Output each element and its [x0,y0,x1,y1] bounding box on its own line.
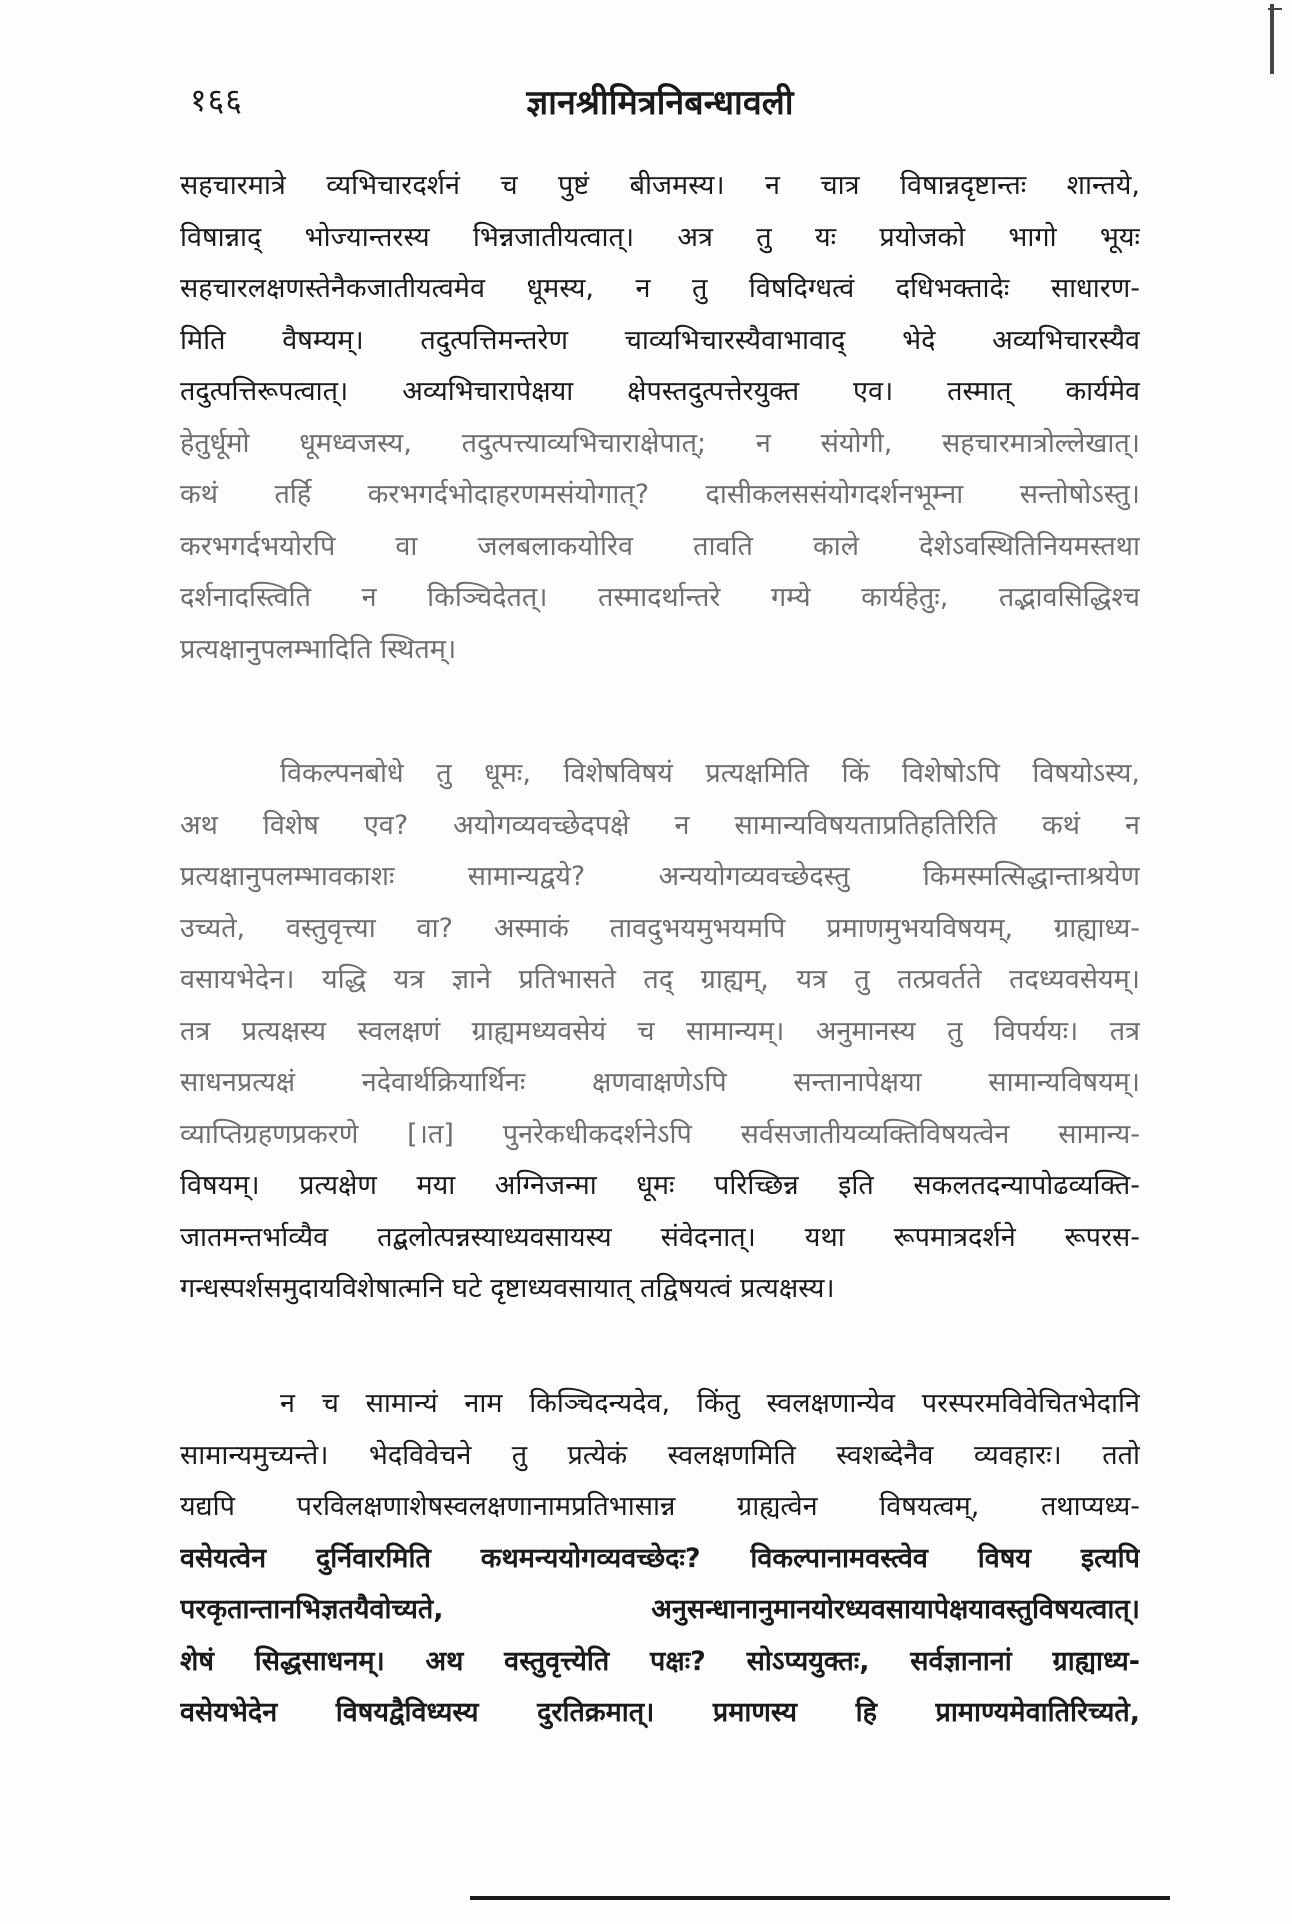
paragraph-3 [180,1378,1140,1739]
text-line: दर्शनादस्त्विति न किञ्चिदेतत्। तस्मादर्थान्तरे गम्ये कार्यहेतुः, तद्भावसिद्धिश्च [180,582,1140,613]
text-line: सहचारलक्षणस्तेनैकजातीयत्वमेव धूमस्य, न तु विषदिग्धत्वं दधिभक्तादेः साधारण- [180,273,1140,304]
text-line: साधनप्रत्यक्षं नदेवार्थक्रियार्थिनः क्षणवाक्षणेऽपि सन्तानापेक्षया सामान्यविषयम्। [180,1067,1140,1098]
paragraph-2 [180,748,1140,1315]
page-number: १६६ [190,81,243,119]
text-line: विकल्पनबोधे तु धूमः, विशेषविषयं प्रत्यक्षमिति किं विशेषोऽपि विषयोऽस्य, [280,758,1140,789]
text-line: विषान्नाद् भोज्यान्तरस्य भिन्नजातीयत्वात्। अत्र तु यः प्रयोजको भागो भूयः [180,221,1140,253]
text-line: जातमन्तर्भाव्यैव तद्बलोत्पन्नस्याध्यवसायस्य संवेदनात्। यथा रूपमात्रदर्शने रूपरस- [180,1221,1140,1253]
text-line: प्रत्यक्षानुपलम्भावकाशः सामान्यद्वये? अन्ययोगव्यवच्छेदस्तु किमस्मत्सिद्धान्ताश्रयेण [180,861,1140,892]
text-line: करभगर्दभयोरपि वा जलबलाकयोरिव तावति काले देशेऽवस्थितिनियमस्तथा [180,530,1140,562]
text-line: शेषं सिद्धसाधनम्। अथ वस्तुवृत्त्येति पक्षः? सोऽप्ययुक्तः, सर्वज्ञानानां ग्राह्याध्य- [180,1645,1140,1677]
text-line: व्याप्तिग्रहणप्रकरणे [।त] पुनरेकधीकदर्शनेऽपि सर्वसजातीयव्यक्तिविषयत्वेन सामान्य- [180,1118,1140,1150]
text-line: विषयम्। प्रत्यक्षेण मया अग्निजन्मा धूमः परिच्छिन्न इति सकलतदन्यापोढव्यक्ति- [180,1170,1140,1201]
text-line: सामान्यमुच्यन्ते। भेदविवेचने तु प्रत्येकं स्वलक्षणमिति स्वशब्देनैव व्यवहारः। ततो [180,1439,1140,1471]
text-line: न च सामान्यं नाम किञ्चिदन्यदेव, किंतु स्वलक्षणान्येव परस्परमविवेचितभेदानि [280,1388,1140,1419]
text-line: मिति वैषम्यम्। तदुत्पत्तिमन्तरेण चाव्यभिचारस्यैवाभावाद् भेदे अव्यभिचारस्यैव [180,324,1140,356]
text-line: अथ विशेष एव? अयोगव्यवच्छेदपक्षे न सामान्यविषयताप्रतिहतिरिति कथं न [180,809,1140,841]
text-line: प्रत्यक्षानुपलम्भादिति स्थितम्। [180,633,457,665]
text-line: वसेयत्वेन दुर्निवारमिति कथमन्ययोगव्यवच्छेदः? विकल्पानामवस्त्वेव विषय इत्यपि [180,1542,1140,1574]
text-line: तत्र प्रत्यक्षस्य स्वलक्षणं ग्राह्यमध्यवसेयं च सामान्यम्। अनुमानस्य तु विपर्ययः। तत्र [180,1015,1140,1047]
text-line: वसायभेदेन। यद्धि यत्र ज्ञाने प्रतिभासते तद् ग्राह्यम्, यत्र तु तत्प्रवर्तते तदध्यवसेयम्। [180,964,1140,995]
text-line: यद्यपि परविलक्षणाशेषस्वलक्षणानामप्रतिभासान्न ग्राह्यत्वेन विषयत्वम्, तथाप्यध्य- [180,1491,1140,1522]
page-edge-tick [1268,8,1282,10]
text-line: उच्यते, वस्तुवृत्त्या वा? अस्माकं तावदुभयमुभयमपि प्रमाणमुभयविषयम्, ग्राह्याध्य- [180,912,1140,944]
text-line: तदुत्पत्तिरूपत्वात्। अव्यभिचारापेक्षया क्षेपस्तदुत्पत्तेरयुक्त एव। तस्मात् कार्यमेव [180,376,1140,407]
text-line: वसेयभेदेन विषयद्वैविध्यस्य दुरतिक्रमात्। प्रमाणस्य हि प्रामाण्यमेवातिरिच्यते, [180,1697,1140,1728]
text-line: कथं तर्हि करभगर्दभोदाहरणमसंयोगात्? दासीकलससंयोगदर्शनभूम्ना सन्तोषोऽस्तु। [180,479,1140,510]
page-header [180,78,1140,128]
page-edge-mark [1270,4,1274,74]
paragraph-1 [180,160,1140,675]
text-line: गन्धस्पर्शसमुदायविशेषात्मनि घटे दृष्टाध्यवसायात् तद्विषयत्वं प्रत्यक्षस्य। [180,1273,835,1304]
running-title: ज्ञानश्रीमित्रनिबन्धावली [526,83,794,123]
bottom-rule [470,1896,1170,1900]
text-line: परकृतान्तानभिज्ञतयैवोच्यते, अनुसन्धानानुमानयोरध्यवसायापेक्षयावस्तुविषयत्वात्। [180,1594,1140,1625]
text-line: सहचारमात्रे व्यभिचारदर्शनं च पुष्टं बीजमस्य। न चात्र विषान्नदृष्टान्तः शान्तये, [180,170,1140,201]
text-line: हेतुर्धूमो धूमध्वजस्य, तदुत्पत्त्याव्यभिचाराक्षेपात्; न संयोगी, सहचारमात्रोल्लेखात्। [180,427,1140,459]
